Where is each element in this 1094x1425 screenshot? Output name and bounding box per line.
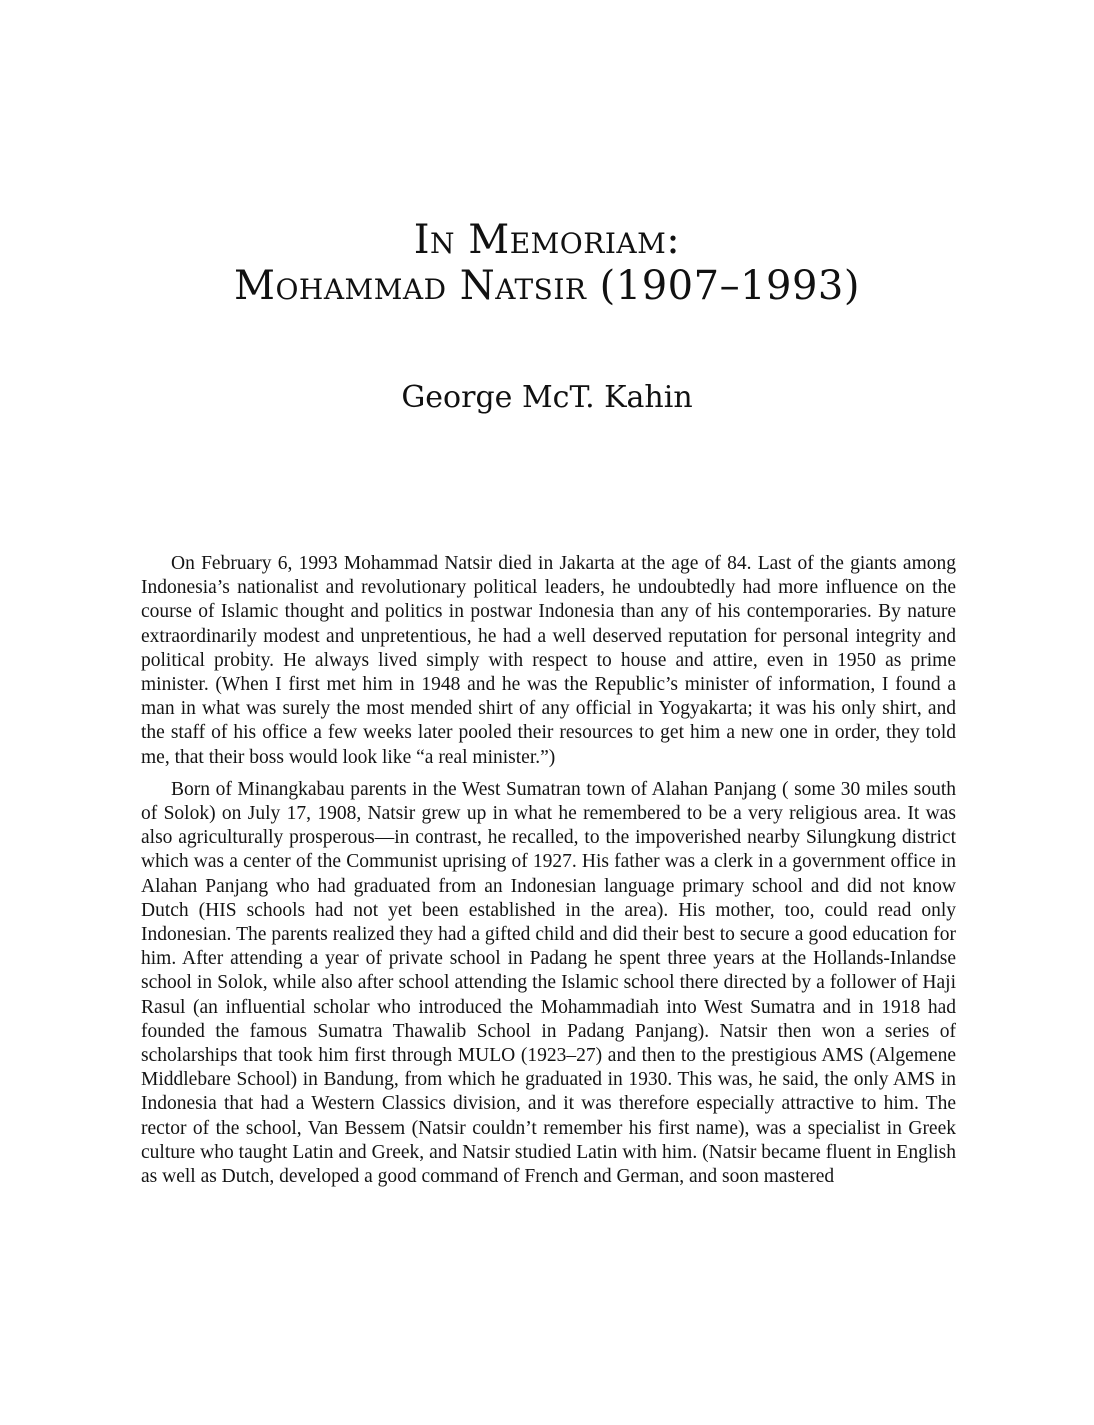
paragraph-1: On February 6, 1993 Mohammad Natsir died in Jakarta at the age of 84. Last of the giants among Indonesia’s nationalist and revolutionary political leaders, he undoubtedly had more influence on the course of Islamic thought and politics in postwar Indonesia than any of his contemporaries. By nature extraordinarily modest and unpretentious, he had a well deserved reputation for personal integrity and political probity. He always lived simply with respect to house and attire, even in 1950 as prime minister. (When I first met him in 1948 and he was the Republic’s minister of information, I found a man in what was surely the most mended shirt of any official in Yogyakarta; it was his only shirt, and the staff of his office a few weeks later pooled their resources to get him a new one in order, they told me, that their boss would look like “a real minister.”) (141, 553, 956, 768)
title-line-1: In Memoriam: (413, 217, 681, 263)
paragraph-2: Born of Minangkabau parents in the West Sumatran town of Alahan Panjang ( some 30 miles south of Solok) on July 17, 1908, Natsir grew up in what he remembered to be a very religious area. It was also agriculturally prosperous—in contrast, he recalled, to the impoverished nearby Silungkung district which was a center of the Communist uprising of 1927. His father was a clerk in a government office in Alahan Panjang who had graduated from an Indonesian language primary school and did not know Dutch (HIS schools had not yet been established in the area). His mother, too, could read only Indonesian. The parents realized they had a gifted child and did their best to secure a good education for him. After attending a year of private school in Padang he spent three years at the Hollands-Inlandse school in Solok, while also after school attending the Islamic school there directed by a follower of Haji Rasul (an influential scholar who introduced the Mohammadiah into West Sumatra and in 1918 had founded the famous Sumatra Thawalib School in Padang Panjang). Natsir then won a series of scholarships that took him first through MULO (1923–27) and then to the prestigious AMS (Algemene Middlebare School) in Bandung, from which he graduated in 1930. This was, he said, the only AMS in Indonesia that had a Western Classics division, and it was therefore especially attractive to him. The rector of the school, Van Bessem (Natsir couldn’t remember his first name), was a specialist in Greek culture who taught Latin and Greek, and Natsir studied Latin with him. (Natsir became fluent in English as well as Dutch, developed a good command of French and German, and soon mastered (141, 778, 956, 1188)
title-line-2: Mohammad Natsir (1907–1993) (234, 263, 860, 309)
article-body (141, 552, 956, 1197)
article-title (0, 217, 1094, 309)
author-name: George McT. Kahin (401, 380, 693, 415)
